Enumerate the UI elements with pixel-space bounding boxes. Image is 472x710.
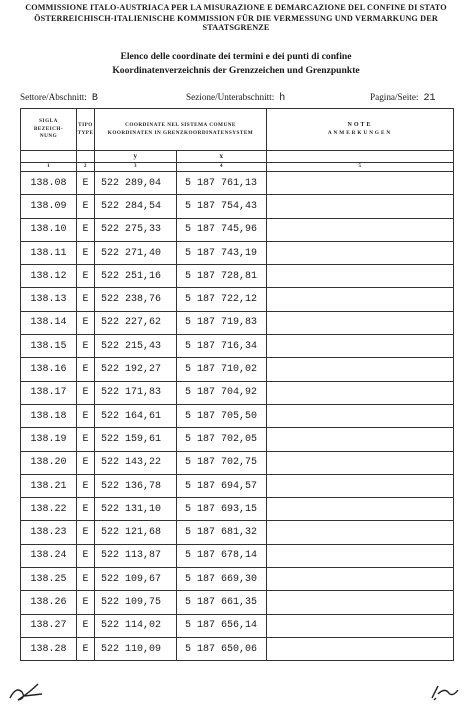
sigla-label: SIGLA xyxy=(39,118,58,125)
x-coordinate-cell: 5 187 722,12 xyxy=(177,288,267,311)
table-row xyxy=(21,614,454,637)
sector-label: Settore/Abschnitt: xyxy=(20,92,87,102)
note-cell xyxy=(267,428,454,451)
x-coordinate-cell: 5 187 694,57 xyxy=(177,474,267,497)
tipo-cell: E xyxy=(77,381,95,404)
x-coordinate-cell: 5 187 693,15 xyxy=(177,498,267,521)
document-title-german: Koordinatenverzeichnis der Grenzzeichen und Grenzpunkte xyxy=(112,65,360,76)
table-row xyxy=(21,498,454,521)
table-row xyxy=(21,568,454,591)
sigla-cell: 138.20 xyxy=(21,451,77,474)
column-header-sigla xyxy=(21,109,77,151)
table-row xyxy=(21,451,454,474)
sigla-cell: 138.17 xyxy=(21,381,77,404)
table-row xyxy=(21,521,454,544)
x-coordinate-cell: 5 187 661,35 xyxy=(177,591,267,614)
sigla-cell: 138.24 xyxy=(21,544,77,567)
subsection-field xyxy=(186,92,285,104)
commission-title-italian: COMMISSIONE ITALO-AUSTRIACA PER LA MISURAZIONE E DEMARCAZIONE DEL CONFINE DI STATO xyxy=(25,3,447,12)
table-row xyxy=(21,544,454,567)
y-coordinate-cell: 522 275,33 xyxy=(95,218,177,241)
column-number: 3 xyxy=(95,163,177,172)
y-coordinate-cell: 522 159,61 xyxy=(95,428,177,451)
sigla-cell: 138.13 xyxy=(21,288,77,311)
y-coordinate-cell: 522 215,43 xyxy=(95,335,177,358)
table-row xyxy=(21,404,454,427)
sigla-cell: 138.08 xyxy=(21,172,77,195)
y-coordinate-cell: 522 192,27 xyxy=(95,358,177,381)
tipo-label: TIPO xyxy=(78,121,93,128)
coordinates-label-german: KOORDINATEN IN GRENZKOORDINATENSYSTEM xyxy=(107,129,254,136)
note-cell xyxy=(267,568,454,591)
note-cell xyxy=(267,637,454,660)
table-row xyxy=(21,335,454,358)
sigla-label-german: BEZEICH-NUNG xyxy=(33,125,64,140)
tipo-cell: E xyxy=(77,568,95,591)
y-coordinate-cell: 522 143,22 xyxy=(95,451,177,474)
tipo-cell: E xyxy=(77,218,95,241)
document-title-italian: Elenco delle coordinate dei termini e dei punti di confine xyxy=(120,51,352,62)
tipo-cell: E xyxy=(77,544,95,567)
table-row xyxy=(21,474,454,497)
x-coordinate-cell: 5 187 702,75 xyxy=(177,451,267,474)
note-cell xyxy=(267,265,454,288)
y-coordinate-cell: 522 114,02 xyxy=(95,614,177,637)
sigla-cell: 138.28 xyxy=(21,637,77,660)
sigla-cell: 138.18 xyxy=(21,404,77,427)
table-row xyxy=(21,311,454,334)
note-cell xyxy=(267,241,454,264)
x-coordinate-cell: 5 187 728,81 xyxy=(177,265,267,288)
y-coordinate-cell: 522 238,76 xyxy=(95,288,177,311)
y-coordinate-cell: 522 164,61 xyxy=(95,404,177,427)
table-row xyxy=(21,637,454,660)
x-coordinate-cell: 5 187 702,05 xyxy=(177,428,267,451)
note-cell xyxy=(267,591,454,614)
y-coordinate-cell: 522 110,09 xyxy=(95,637,177,660)
coordinates-label: COORDINATE NEL SISTEMA COMUNE xyxy=(125,121,236,128)
tipo-cell: E xyxy=(77,614,95,637)
note-cell xyxy=(267,544,454,567)
table-row xyxy=(21,195,454,218)
y-coordinate-cell: 522 109,67 xyxy=(95,568,177,591)
table-row xyxy=(21,381,454,404)
tipo-cell: E xyxy=(77,241,95,264)
note-cell xyxy=(267,195,454,218)
note-cell xyxy=(267,311,454,334)
commission-title-german: ÖSTERREICHISCH-ITALIENISCHE KOMMISSION FÜR DIE VERMESSUNG UND VERMARKUNG DER STAATSGRENZE xyxy=(34,14,438,32)
handwritten-signature-right xyxy=(428,680,464,708)
note-cell xyxy=(267,614,454,637)
sigla-cell: 138.10 xyxy=(21,218,77,241)
table-row xyxy=(21,172,454,195)
x-coordinate-cell: 5 187 681,32 xyxy=(177,521,267,544)
note-cell xyxy=(267,451,454,474)
sigla-cell: 138.16 xyxy=(21,358,77,381)
note-cell xyxy=(267,474,454,497)
y-coordinate-cell: 522 136,78 xyxy=(95,474,177,497)
x-coordinate-cell: 5 187 704,92 xyxy=(177,381,267,404)
tipo-label-german: TYPE xyxy=(77,129,94,136)
sigla-cell: 138.15 xyxy=(21,335,77,358)
tipo-cell: E xyxy=(77,428,95,451)
note-cell xyxy=(267,218,454,241)
sigla-cell: 138.21 xyxy=(21,474,77,497)
tipo-cell: E xyxy=(77,474,95,497)
y-coordinate-cell: 522 121,68 xyxy=(95,521,177,544)
table-row xyxy=(21,428,454,451)
tipo-cell: E xyxy=(77,498,95,521)
sigla-cell: 138.23 xyxy=(21,521,77,544)
subsection-label: Sezione/Unterabschnitt: xyxy=(186,92,275,102)
y-coordinate-cell: 522 284,54 xyxy=(95,195,177,218)
tipo-cell: E xyxy=(77,311,95,334)
x-coordinate-cell: 5 187 743,19 xyxy=(177,241,267,264)
x-coordinate-cell: 5 187 719,83 xyxy=(177,311,267,334)
note-label: NOTE xyxy=(347,122,373,129)
sigla-cell: 138.11 xyxy=(21,241,77,264)
note-label-german: ANMERKUNGEN xyxy=(327,130,393,137)
sector-value: B xyxy=(91,93,98,104)
tipo-cell: E xyxy=(77,288,95,311)
y-column-header: y xyxy=(95,151,177,163)
tipo-cell: E xyxy=(77,591,95,614)
column-number: 5 xyxy=(267,163,454,172)
x-coordinate-cell: 5 187 705,50 xyxy=(177,404,267,427)
note-cell xyxy=(267,498,454,521)
table-row xyxy=(21,288,454,311)
note-cell xyxy=(267,172,454,195)
handwritten-signature-left xyxy=(8,678,48,710)
tipo-cell: E xyxy=(77,404,95,427)
x-coordinate-cell: 5 187 754,43 xyxy=(177,195,267,218)
x-coordinate-cell: 5 187 678,14 xyxy=(177,544,267,567)
x-coordinate-cell: 5 187 656,14 xyxy=(177,614,267,637)
page-label: Pagina/Seite: xyxy=(370,92,419,102)
note-cell xyxy=(267,381,454,404)
x-coordinate-cell: 5 187 716,34 xyxy=(177,335,267,358)
tipo-cell: E xyxy=(77,335,95,358)
x-coordinate-cell: 5 187 669,30 xyxy=(177,568,267,591)
tipo-cell: E xyxy=(77,451,95,474)
sigla-cell: 138.26 xyxy=(21,591,77,614)
note-cell xyxy=(267,335,454,358)
tipo-cell: E xyxy=(77,521,95,544)
tipo-cell: E xyxy=(77,172,95,195)
x-coordinate-cell: 5 187 745,96 xyxy=(177,218,267,241)
sigla-cell: 138.27 xyxy=(21,614,77,637)
column-number: 2 xyxy=(77,163,95,172)
y-coordinate-cell: 522 171,83 xyxy=(95,381,177,404)
table-row xyxy=(21,265,454,288)
y-coordinate-cell: 522 131,10 xyxy=(95,498,177,521)
column-header-coordinates xyxy=(95,109,267,151)
table-row xyxy=(21,591,454,614)
y-coordinate-cell: 522 109,75 xyxy=(95,591,177,614)
signature-right-icon xyxy=(428,680,464,704)
sigla-cell: 138.22 xyxy=(21,498,77,521)
note-cell xyxy=(267,288,454,311)
note-cell xyxy=(267,404,454,427)
x-coordinate-cell: 5 187 761,13 xyxy=(177,172,267,195)
table-row xyxy=(21,241,454,264)
tipo-cell: E xyxy=(77,265,95,288)
column-number: 1 xyxy=(21,163,77,172)
y-coordinate-cell: 522 289,04 xyxy=(95,172,177,195)
x-coordinate-cell: 5 187 710,02 xyxy=(177,358,267,381)
column-header-tipo xyxy=(77,109,95,151)
sigla-cell: 138.09 xyxy=(21,195,77,218)
sector-field xyxy=(20,92,98,104)
y-coordinate-cell: 522 227,62 xyxy=(95,311,177,334)
table-row xyxy=(21,218,454,241)
page-field xyxy=(370,92,436,104)
column-number: 4 xyxy=(177,163,267,172)
sigla-cell: 138.25 xyxy=(21,568,77,591)
column-header-note xyxy=(267,109,454,151)
coordinates-table xyxy=(20,108,454,661)
y-coordinate-cell: 522 113,87 xyxy=(95,544,177,567)
note-cell xyxy=(267,358,454,381)
y-coordinate-cell: 522 251,16 xyxy=(95,265,177,288)
tipo-cell: E xyxy=(77,637,95,660)
sigla-cell: 138.19 xyxy=(21,428,77,451)
sigla-cell: 138.12 xyxy=(21,265,77,288)
x-coordinate-cell: 5 187 650,06 xyxy=(177,637,267,660)
tipo-cell: E xyxy=(77,195,95,218)
subsection-value: h xyxy=(279,93,286,104)
page-value: 21 xyxy=(423,93,436,104)
note-cell xyxy=(267,521,454,544)
signature-left-icon xyxy=(8,678,48,704)
table-row xyxy=(21,358,454,381)
y-coordinate-cell: 522 271,40 xyxy=(95,241,177,264)
x-column-header: x xyxy=(177,151,267,163)
sigla-cell: 138.14 xyxy=(21,311,77,334)
tipo-cell: E xyxy=(77,358,95,381)
